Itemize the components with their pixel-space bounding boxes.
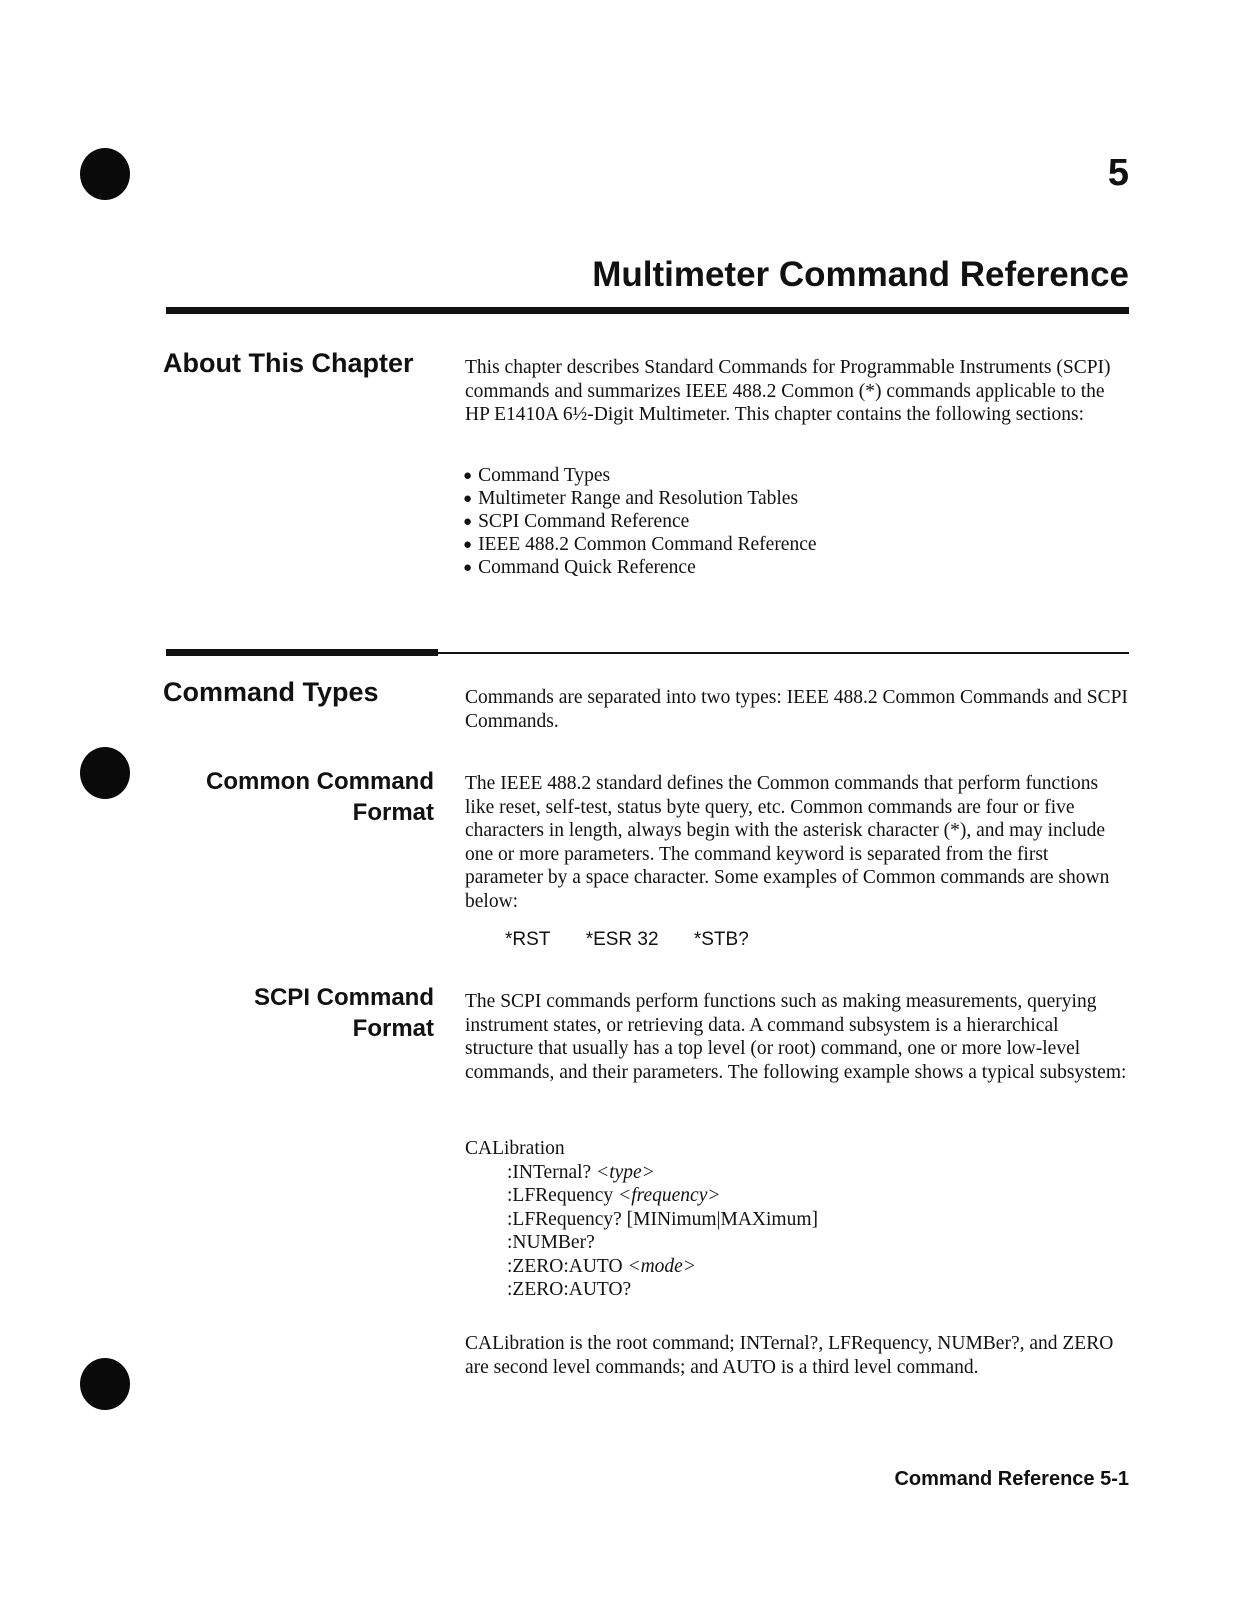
list-item: ● Command Quick Reference (463, 557, 817, 580)
chapter-number: 5 (1107, 152, 1129, 194)
common-format-paragraph: The IEEE 488.2 standard defines the Common commands that perform functions like reset, self-test, status byte query, etc. Common commands are four or five characters in length, always begin with the asterisk character (*), and may include one or more parameters. The command keyword is separated from the first parameter by a space character. Some examples of Common commands are shown below: (465, 773, 1110, 912)
example-rst: *RST (505, 929, 551, 950)
common-format-heading (154, 766, 434, 828)
about-paragraph: This chapter describes Standard Commands for Programmable Instruments (SCPI) commands and summarizes IEEE 488.2 Common (*) commands applicable to the HP E1410A 6½-Digit Multimeter. This chapter contains the following sections: (465, 357, 1111, 425)
punch-hole-middle (80, 747, 130, 799)
subsystem-line: :ZERO:AUTO <mode> (507, 1255, 696, 1277)
subsystem-line: :NUMBer? (507, 1232, 595, 1253)
section-rule-thick (166, 649, 438, 656)
scpi-format-heading (154, 982, 434, 1044)
punch-hole-bottom (80, 1358, 130, 1410)
scpi-format-heading-line1: SCPI Command (253, 984, 434, 1011)
common-format-heading-line1: Common Command (206, 768, 434, 795)
scpi-format-paragraph: The SCPI commands perform functions such as making measurements, querying instrument states, or retrieving data. A command subsystem is a hierarchical structure that usually has a top level (or root) command, one or more low-level commands, and their parameters. The following example shows a typical subsystem: (465, 991, 1127, 1083)
about-heading: About This Chapter (163, 348, 414, 378)
subsystem-line: :LFRequency? [MINimum|MAXimum] (507, 1208, 818, 1230)
page-footer: Command Reference 5-1 (894, 1468, 1129, 1490)
command-types-heading: Command Types (163, 677, 379, 707)
title-rule (166, 307, 1129, 314)
list-item: ● Multimeter Range and Resolution Tables (463, 488, 817, 511)
common-format-heading-line2: Format (352, 799, 434, 826)
example-stb: *STB? (693, 929, 749, 950)
list-item: ● IEEE 488.2 Common Command Reference (463, 534, 817, 557)
list-item: ● SCPI Command Reference (463, 511, 817, 534)
example-esr: *ESR 32 (585, 929, 659, 950)
subsystem-line: :ZERO:AUTO? (507, 1279, 632, 1300)
list-item: ● Command Types (463, 465, 817, 488)
subsystem-root: CALibration (465, 1138, 565, 1159)
section-rule-thin (438, 652, 1129, 654)
scpi-format-heading-line2: Format (352, 1015, 434, 1042)
command-types-intro: Commands are separated into two types: IEEE 488.2 Common Commands and SCPI Commands. (465, 687, 1128, 732)
common-command-examples (505, 929, 779, 951)
scpi-closing-paragraph: CALibration is the root command; INTernal?, LFRequency, NUMBer?, and ZERO are second level commands; and AUTO is a third level command. (465, 1333, 1114, 1378)
chapter-title: Multimeter Command Reference (592, 255, 1129, 294)
subsystem-line: :LFRequency <frequency> (507, 1185, 721, 1206)
section-list (463, 465, 817, 580)
subsystem-line: :INTernal? <type> (507, 1161, 655, 1183)
punch-hole-top (80, 148, 130, 200)
scpi-subsystem-example (465, 1137, 818, 1302)
